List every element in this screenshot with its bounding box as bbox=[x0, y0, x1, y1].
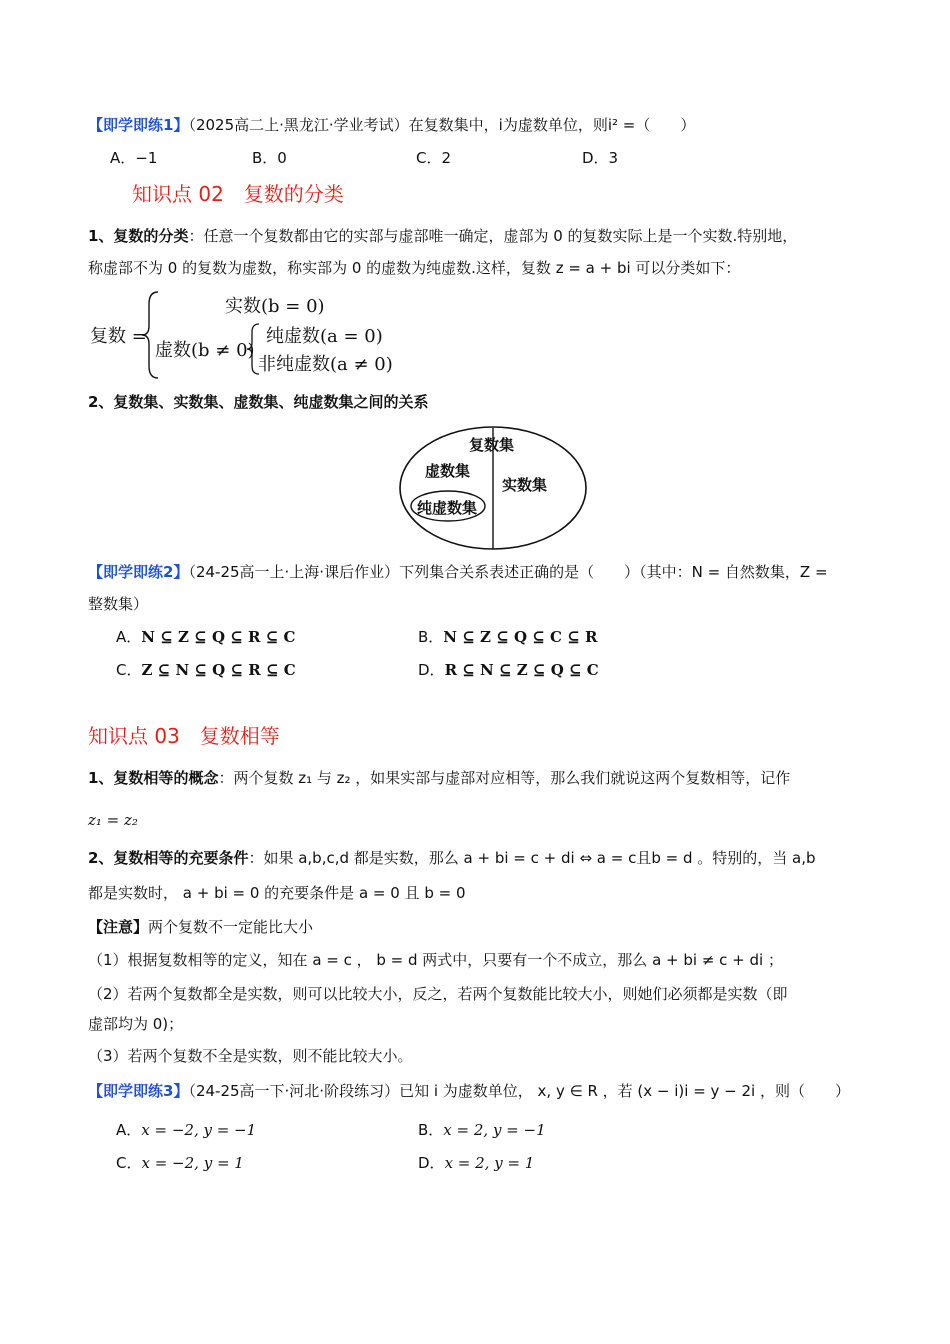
option-expr: x = 2, y = 1 bbox=[444, 1154, 535, 1172]
option-label: A． bbox=[116, 1121, 142, 1139]
note-item-2: （2）若两个复数都全是实数，则可以比较大小，反之，若两个复数能比较大小，则她们必须都是实数（即 bbox=[88, 985, 788, 1003]
option-label: C． bbox=[116, 661, 142, 679]
option-label: B． bbox=[418, 1121, 444, 1139]
equal-line-1 bbox=[88, 768, 790, 788]
relation-heading: 2、复数集、实数集、虚数集、纯虚数集之间的关系 bbox=[88, 393, 429, 411]
exercise-1-option-d: D．3 bbox=[582, 149, 619, 167]
exercise-3-option-d bbox=[418, 1153, 534, 1173]
exercise-1-option-a: A．−1 bbox=[110, 149, 158, 167]
tree-real: 实数(b = 0) bbox=[225, 296, 325, 317]
note-tag: 【注意】 bbox=[88, 918, 149, 936]
equal-text-1: ：两个复数 z₁ 与 z₂ ，如果实部与虚部对应相等，那么我们就说这两个复数相等，记作 bbox=[218, 769, 791, 787]
note-text: 两个复数不一定能比大小 bbox=[148, 918, 314, 936]
exercise-2-tag: 【即学即练2】 bbox=[88, 563, 189, 581]
exercise-1-option-b: B．0 bbox=[252, 149, 287, 167]
equal-line-2 bbox=[88, 848, 816, 868]
classify-heading: 1、复数的分类 bbox=[88, 227, 189, 245]
note-item-2-cont: 虚部均为 0)； bbox=[88, 1015, 184, 1033]
exercise-1-tag: 【即学即练1】 bbox=[88, 116, 189, 134]
label-real-set: 实数集 bbox=[502, 476, 548, 494]
exercise-3-question: 已知 i 为虚数单位， x, y ∈ R ，若 (x − i)i = y − 2i ，则（ ） bbox=[399, 1082, 850, 1100]
exercise-3-source: （24-25高一下·河北·阶段练习） bbox=[188, 1082, 400, 1100]
exercise-2-option-b bbox=[418, 627, 597, 647]
exercise-2-option-d bbox=[418, 660, 599, 680]
option-label: A． bbox=[116, 628, 142, 646]
exercise-3-option-b bbox=[418, 1120, 546, 1140]
exercise-2-option-c bbox=[116, 660, 296, 680]
option-label: D． bbox=[418, 661, 445, 679]
equal-line-2b: 都是实数时， a + bi = 0 的充要条件是 a = 0 且 b = 0 bbox=[88, 884, 466, 902]
tree-brace-outer bbox=[140, 290, 170, 380]
classify-paragraph-line1 bbox=[88, 226, 797, 246]
exercise-2-header bbox=[88, 562, 828, 582]
label-imag-set: 虚数集 bbox=[425, 462, 471, 480]
exercise-2-question: 下列集合关系表述正确的是（ ）（其中：N = 自然数集，Z = bbox=[399, 563, 828, 581]
exercise-2-option-a bbox=[116, 627, 295, 647]
equal-heading-1: 1、复数相等的概念 bbox=[88, 769, 219, 787]
option-label: B． bbox=[418, 628, 444, 646]
classify-paragraph-line2: 称虚部不为 0 的复数为虚数，称实部为 0 的虚数为纯虚数.这样，复数 z = a + bi 可以分类如下： bbox=[88, 259, 741, 277]
tree-root: 复数 = bbox=[90, 326, 147, 347]
exercise-3-tag: 【即学即练3】 bbox=[88, 1082, 189, 1100]
exercise-3-option-a bbox=[116, 1120, 256, 1140]
section-title-kp02: 知识点 02 复数的分类 bbox=[132, 182, 344, 206]
exercise-1-header bbox=[88, 115, 695, 135]
option-expr: N ⊆ Z ⊆ Q ⊆ R ⊆ C bbox=[141, 628, 296, 646]
option-expr: x = 2, y = −1 bbox=[443, 1121, 546, 1139]
option-label: D． bbox=[418, 1154, 445, 1172]
note-line bbox=[88, 917, 313, 937]
exercise-1-source: （2025高二上·黑龙江·学业考试） bbox=[188, 116, 409, 134]
note-item-3: （3）若两个复数不全是实数，则不能比较大小。 bbox=[88, 1047, 413, 1065]
section-title-kp03: 知识点 03 复数相等 bbox=[88, 724, 280, 748]
equal-text-2: ：如果 a,b,c,d 都是实数，那么 a + bi = c + di ⇔ a = c且b = d 。特别的，当 a,b bbox=[248, 849, 816, 867]
tree-imag: 虚数(b ≠ 0) bbox=[155, 340, 255, 361]
exercise-2-question-cont: 整数集） bbox=[88, 595, 149, 613]
exercise-1-question: 在复数集中，i为虚数单位，则i² =（ ） bbox=[408, 116, 696, 134]
exercise-2-source: （24-25高一上·上海·课后作业） bbox=[188, 563, 400, 581]
tree-pure: 纯虚数(a = 0) bbox=[266, 326, 383, 347]
option-expr: N ⊆ Z ⊆ Q ⊆ C ⊆ R bbox=[443, 628, 598, 646]
note-item-1: （1）根据复数相等的定义，知在 a = c ， b = d 两式中，只要有一个不成立，那么 a + bi ≠ c + di ； bbox=[88, 951, 783, 969]
tree-nonpure: 非纯虚数(a ≠ 0) bbox=[258, 354, 393, 375]
option-expr: Z ⊆ N ⊆ Q ⊆ R ⊆ C bbox=[141, 661, 296, 679]
option-expr: x = −2, y = −1 bbox=[141, 1121, 257, 1139]
classify-text-1: ：任意一个复数都由它的实部与虚部唯一确定，虚部为 0 的复数实际上是一个实数.特别地， bbox=[188, 227, 798, 245]
equal-heading-2: 2、复数相等的充要条件 bbox=[88, 849, 249, 867]
label-complex-set: 复数集 bbox=[469, 436, 515, 454]
option-expr: R ⊆ N ⊆ Z ⊆ Q ⊆ C bbox=[444, 661, 599, 679]
exercise-3-option-c bbox=[116, 1153, 244, 1173]
exercise-1-option-c: C．2 bbox=[416, 149, 452, 167]
option-expr: x = −2, y = 1 bbox=[141, 1154, 244, 1172]
exercise-3-header bbox=[88, 1081, 850, 1101]
option-label: C． bbox=[116, 1154, 142, 1172]
equal-formula: z₁ = z₂ bbox=[88, 811, 138, 829]
label-pure-imag-set: 纯虚数集 bbox=[417, 499, 478, 517]
